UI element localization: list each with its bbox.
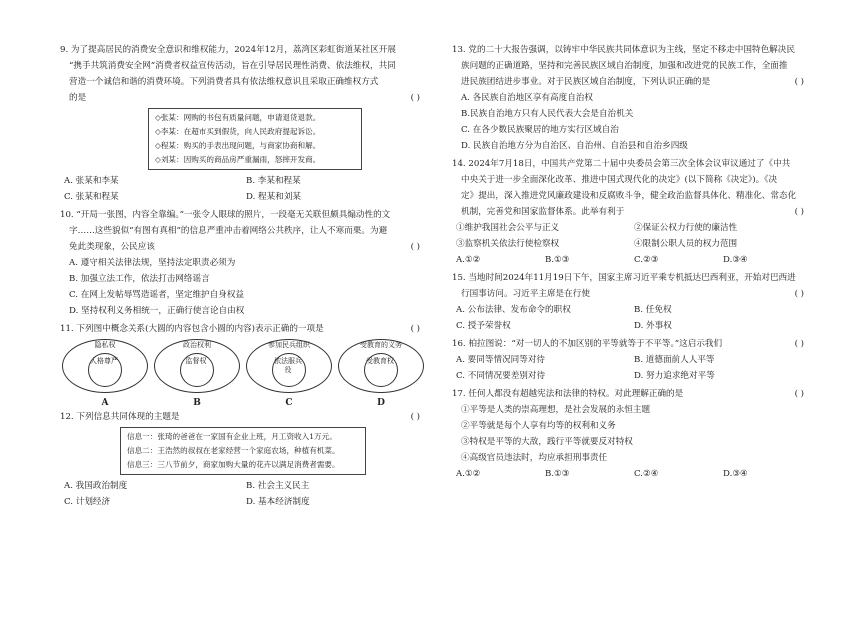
statement-2: ②平等就是每个人享有均等的权利和义务 [461,421,616,431]
answer-paren: ( ) [794,77,804,87]
answer-paren: ( ) [410,412,420,422]
question-10-line-1: 10. “开局一张图，内容全靠编。”一张令人眼球的照片，一段毫无关联但颇具煽动性的文 [60,210,391,220]
question-9-line-4 [60,90,428,106]
question-14 [452,156,812,268]
question-16-stem [452,336,812,352]
question-15-options [452,302,812,334]
question-12-text: 12. 下列信息共同体现的主题是 [60,412,180,422]
question-17 [452,386,812,482]
question-9-line-2: “携手共筑消费安全网”消费者权益宣传活动，旨在引导居民理性消费、依法维权，共同 [69,61,396,71]
question-15 [452,270,812,334]
option-b: B. 任免权 [634,305,672,315]
question-9-box [148,108,362,170]
option-d: D. 基本经济制度 [246,497,310,507]
option-d: D.③④ [723,469,748,479]
box-item: ◇李某：在超市买到假货，向人民政府提起诉讼。 [155,127,321,136]
question-16-options [452,352,812,384]
question-14-line-4-text: 机制，完善党和国家监督体系。此举有利于 [461,207,625,217]
question-17-text: 17. 任何人都没有超越宪法和法律的特权。对此理解正确的是 [452,389,684,399]
question-11-stem [60,321,428,337]
question-16 [452,336,812,384]
question-10-line-2: 字……这些貌似“有图有真相”的信息严重冲击着网络公共秩序，让人不寒而栗。为避 [69,226,388,236]
option-b: B. 加强立法工作，依法打击网络谣言 [69,274,210,284]
statement-3: ③监察机关依法行使检察权 [456,239,560,249]
answer-paren: ( ) [794,339,804,349]
answer-paren: ( ) [794,207,804,217]
question-11-text: 11. 下列图中概念关系(大圆的内容包含小圆的内容)表示正确的一项是 [60,324,324,334]
option-b: B.民族自治地方只有人民代表大会是自治机关 [461,109,634,119]
question-14-options [452,252,812,268]
option-a: A. 我国政治制度 [64,481,128,491]
option-a: A. 各民族自治地区享有高度自治权 [461,93,593,103]
question-15-line-2-text: 行国事访问。习近平主席是在行使 [461,289,590,299]
outer-label: 隐私权 [94,341,116,349]
option-d: D. 外事权 [634,321,672,331]
option-b: B. 李某和程某 [246,176,301,186]
option-c: C. 张某和程某 [64,192,119,202]
option-c: C.②④ [634,469,659,479]
question-17-stem [452,386,812,402]
diagram-letter: A [101,398,109,408]
inner-label: 监督权 [185,357,207,365]
box-item: ◇张某：网购的书包有质量问题，申请退货退款。 [155,113,321,122]
question-12-stem [60,409,428,425]
outer-label: 政治权利 [183,341,211,349]
question-14-line-1: 14. 2024年7月18日，中国共产党第二十届中央委员会第三次全体会议审议通过了《中共 [452,159,791,169]
right-column [452,42,812,482]
diagram-b [152,337,242,409]
diagram-d [336,337,426,409]
option-b: B.①③ [545,255,570,265]
question-10-line-3 [60,239,428,255]
option-d: D.③④ [723,255,748,265]
answer-paren: ( ) [794,289,804,299]
option-c: C. 授予荣誉权 [456,321,511,331]
option-c: C.②③ [634,255,659,265]
answer-paren: ( ) [410,242,420,252]
box-item: 信息一：张琦的爸爸在一家国有企业上班，月工资收入1万元。 [127,432,337,441]
question-12-options [60,478,428,510]
outer-label: 受教育的义务 [360,341,402,349]
question-15-line-2 [452,286,812,302]
box-item: 信息三：三八节前夕，商家加购大量的花卉以满足消费者需要。 [127,460,340,469]
option-a: A.①② [456,469,481,479]
question-14-line-4 [452,204,812,220]
inner-label: 受教育权 [366,357,394,365]
option-c: C. 不同情况要差别对待 [456,371,546,381]
statement-4: ④高级官员违法时，均应承担刑事责任 [461,453,608,463]
question-13-line-3 [452,74,812,90]
option-d: D. 民族自治地方分为自治区、自治州、自治县和自治乡四级 [461,141,688,151]
question-17-options [452,466,812,482]
option-b: B. 社会主义民主 [246,481,310,491]
answer-paren: ( ) [410,324,420,334]
diagram-letter: C [285,398,293,408]
question-12-box [120,427,366,475]
option-c: C. 计划经济 [64,497,111,507]
question-11 [60,321,428,409]
question-9-line-3: 营造一个诚信和谐的消费环境。下列消费者具有依法维权意识且采取正确维权方式 [69,77,379,87]
question-13-line-3-text: 进民族团结进步事业。对于民族区域自治制度，下列认识正确的是 [461,77,711,87]
inner-label: 人格尊严 [90,357,118,365]
diagram-a [60,337,150,409]
option-a: A. 要同等情况同等对待 [456,355,546,365]
question-14-statements [452,220,812,252]
option-a: A. 张某和李某 [64,176,119,186]
diagram-c [244,337,334,409]
option-b: B. 道德面前人人平等 [634,355,715,365]
question-14-line-2: 中央关于进一步全面深化改革、推进中国式现代化的决定》(以下简称《决定》)。《决 [461,175,778,185]
box-item: ◇刘某：因购买的商品房严重漏雨，怒摔开发商。 [155,155,321,164]
box-item: ◇程某：购买的手表出现问题，与商家协商和解。 [155,141,321,150]
option-d: D. 努力追求绝对平等 [634,371,715,381]
question-9-line-1: 9. 为了提高居民的消费安全意识和维权能力，2024年12月，荔湾区彩虹街道某社区开展 [60,45,396,55]
outer-label: 参加民兵组织 [268,341,310,349]
statement-1: ①平等是人类的崇高理想，是社会发展的永恒主题 [461,405,651,415]
option-a: A. 公布法律、发布命令的职权 [456,305,571,315]
statement-1: ①维护我国社会公平与正义 [456,223,560,233]
question-13-line-2: 族问题的正确道路，坚持和完善民族区域自治制度，加强和改进党的民族工作，全面推 [461,61,788,71]
question-9 [60,42,428,205]
question-9-options [60,173,428,205]
question-13 [452,42,812,154]
question-13-line-1: 13. 党的二十大报告强调，以铸牢中华民族共同体意识为主线，坚定不移走中国特色解决民 [452,45,795,55]
question-12 [60,409,428,510]
diagram-letter: B [193,398,201,408]
option-a: A. 遵守相关法律法规，坚持法定职责必须为 [69,258,236,268]
inner-label: 依法服兵役 [274,357,302,374]
question-9-line-4-text: 的是 [69,93,87,103]
question-10 [60,207,428,319]
answer-paren: ( ) [794,389,804,399]
option-c: C. 在各少数民族聚居的地方实行区域自治 [461,125,619,135]
option-b: B.①③ [545,469,570,479]
option-d: D. 坚持权利义务相统一，正确行使言论自由权 [69,306,245,316]
option-d: D. 程某和刘某 [246,192,302,202]
question-10-line-3-text: 免此类现象，公民应该 [69,242,155,252]
concept-diagrams [60,337,428,409]
statement-4: ④限制公职人员的权力范围 [634,239,738,249]
question-15-line-1: 15. 当地时间2024年11月19日下午，国家主席习近平乘专机抵达巴西利亚，开始对巴西进 [452,273,796,283]
option-a: A.①② [456,255,481,265]
answer-paren: ( ) [410,93,420,103]
box-item: 信息二：王浩然的叔叔在老家经营一个家庭农场，种植有机菜。 [127,446,340,455]
option-c: C. 在网上发帖辱骂造谣者，坚定维护自身权益 [69,290,245,300]
statement-3: ③特权是平等的大敌，践行平等就要反对特权 [461,437,633,447]
statement-2: ②保证公权力行使的廉洁性 [634,223,738,233]
diagram-letter: D [377,398,385,408]
question-14-line-3: 定》提出，深入推进党风廉政建设和反腐败斗争，健全政治监督具体化、精准化、常态化 [461,191,797,201]
left-column [60,42,428,510]
question-16-text: 16. 柏拉图说：“对一切人的不加区别的平等就等于不平等。”这启示我们 [452,339,723,349]
